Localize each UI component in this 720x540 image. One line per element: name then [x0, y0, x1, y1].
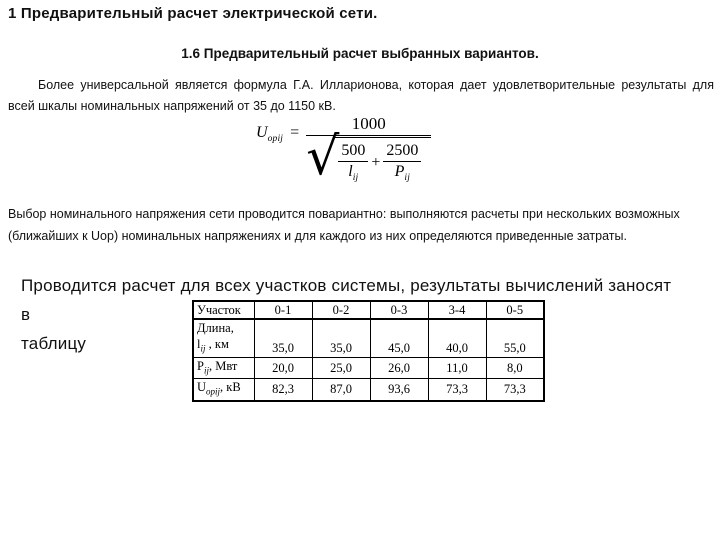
formula-plus-sign: +: [371, 154, 381, 171]
voltage-subscript: орij: [206, 386, 221, 397]
table-cell: 20,0: [254, 357, 312, 379]
term1-numerator: 500: [338, 142, 368, 162]
header-cell: 0-5: [486, 301, 544, 319]
formula-lhs-base: U: [256, 124, 268, 141]
table-header-row: [193, 301, 544, 319]
table-cell: 73,3: [486, 379, 544, 401]
power-subscript: ij: [203, 365, 209, 375]
term1-denominator: [348, 162, 358, 183]
page-title: 1 Предварительный расчет электрической сети.: [8, 5, 378, 22]
section-subtitle: 1.6 Предварительный расчет выбранных вариантов.: [181, 46, 539, 61]
formula-lhs-subscript: орij: [267, 134, 284, 145]
paragraph-formula-intro: Более универсальной является формула Г.А. Илларионова, которая дает удовлетворительные результаты для всей шкалы номинальных напряжений от 35 до 1150 кВ.: [8, 78, 714, 113]
power-unit: , Мвт: [208, 358, 238, 373]
length-symbol: l: [197, 337, 201, 351]
table-cell: 87,0: [312, 379, 370, 401]
illarionov-formula: [256, 114, 431, 187]
header-cell-section: Участок: [193, 301, 254, 319]
formula-equals-sign: =: [290, 124, 300, 141]
voltage-unit: , кВ: [220, 380, 241, 394]
term2-denominator: [395, 162, 410, 183]
formula-term1: [338, 142, 368, 183]
table-row-voltage: [193, 379, 544, 401]
table-cell: 40,0: [428, 319, 486, 357]
length-label-word: Длина,: [197, 321, 234, 335]
row-label-length: [193, 319, 254, 357]
row-label-voltage: [193, 379, 254, 401]
table-cell: 26,0: [370, 357, 428, 379]
table-row-length: [193, 319, 544, 357]
table-note-line2: таблицу: [21, 334, 87, 353]
formula-radicand: [334, 137, 431, 183]
square-root-icon: √: [306, 127, 340, 187]
table-cell: 8,0: [486, 357, 544, 379]
table-cell: 93,6: [370, 379, 428, 401]
voltage-symbol: U: [197, 380, 207, 394]
term2-den-subscript: ij: [404, 173, 411, 184]
table-cell: 45,0: [370, 319, 428, 357]
table-cell: 25,0: [312, 357, 370, 379]
table-cell: 82,3: [254, 379, 312, 401]
table-row-power: [193, 357, 544, 379]
table-cell: 35,0: [254, 319, 312, 357]
header-cell: 3-4: [428, 301, 486, 319]
term1-den-subscript: ij: [352, 173, 359, 184]
table-cell: 73,3: [428, 379, 486, 401]
header-cell: 0-1: [254, 301, 312, 319]
formula-numerator: 1000: [306, 114, 431, 136]
header-cell: 0-3: [370, 301, 428, 319]
term1-den-base: l: [348, 163, 353, 180]
table-note-line1: Проводится расчет для всех участков системы, результаты вычислений заносят в: [21, 276, 672, 324]
term2-numerator: 2500: [383, 142, 421, 162]
paragraph-voltage-choice: Выбор номинального напряжения сети проводится повариантно: выполняются расчеты при нескольких возможных (ближайших к Uор) номинальных напряжениях и для каждого из них определяются приведенные затраты.: [8, 207, 680, 243]
results-table: [192, 300, 545, 402]
row-label-power: [193, 357, 254, 379]
table-cell: 11,0: [428, 357, 486, 379]
table-cell: 35,0: [312, 319, 370, 357]
formula-radical: [306, 127, 431, 187]
length-unit: , км: [205, 337, 229, 351]
length-subscript: ij: [200, 343, 206, 354]
header-cell: 0-2: [312, 301, 370, 319]
formula-lhs: [256, 124, 283, 144]
power-symbol: P: [197, 358, 204, 373]
formula-term2: [383, 142, 421, 183]
table-cell: 55,0: [486, 319, 544, 357]
term2-den-base: P: [394, 163, 405, 180]
formula-fraction: [306, 114, 431, 187]
